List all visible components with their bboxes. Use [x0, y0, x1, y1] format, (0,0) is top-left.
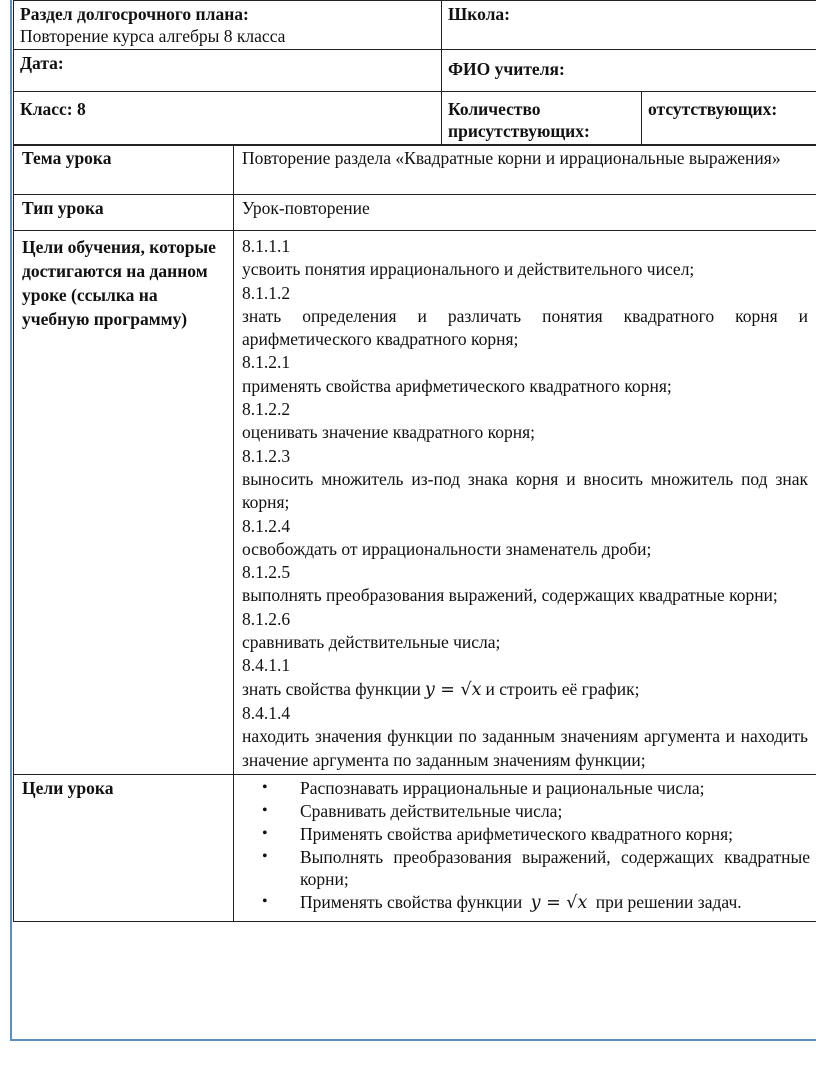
objective-text: находить значения функции по заданным значениям аргумента и находить значение аргумента по заданным значениям функции; [242, 726, 808, 770]
type-value: Урок-повторение [234, 195, 816, 231]
objective-text: сравнивать действительные числа; [242, 632, 501, 653]
class-label: Класс: 8 [14, 92, 442, 146]
objective-code: 8.1.1.1 [242, 236, 291, 256]
absent-label: отсутствующих: [642, 92, 816, 146]
bullet-icon: • [262, 778, 268, 796]
goal-item [254, 846, 810, 890]
objective-code: 8.1.2.3 [242, 445, 291, 466]
section-label: Раздел долгосрочного плана: [20, 4, 249, 24]
bullet-icon: • [262, 892, 268, 910]
goals-cell [234, 774, 816, 921]
formula: y = √x [530, 892, 588, 913]
objective-text: усвоить понятия иррационального и действительного чисел; [242, 259, 695, 280]
objective-code: 8.1.2.2 [242, 399, 291, 420]
bullet-icon: • [262, 824, 268, 842]
objective-text: знать определения и различать понятия квадратного корня и арифметического квадратного корня; [242, 305, 808, 350]
topic-value: Повторение раздела «Квадратные корни и иррациональные выражения» [234, 145, 816, 195]
section-value: Повторение курса алгебры 8 класса [20, 26, 286, 46]
objectives-list [234, 231, 816, 775]
school-label: Школа: [442, 1, 816, 50]
goal-item [254, 823, 810, 845]
objective-text: оценивать значение квадратного корня; [242, 422, 536, 443]
bullet-icon: • [262, 801, 268, 819]
section-cell [14, 1, 442, 50]
type-label: Тип урока [14, 195, 234, 231]
present-label: Количество присутствующих: [442, 92, 642, 146]
date-label: Дата: [14, 50, 442, 92]
goal-item [254, 891, 810, 914]
objective-code: 8.1.1.2 [242, 282, 291, 303]
lesson-table [13, 144, 816, 922]
objective-code: 8.1.2.5 [242, 562, 291, 583]
goal-text: Распознавать иррациональные и рациональные числа; [300, 777, 705, 798]
goal-item [254, 800, 810, 822]
goal-text: Применять свойства арифметического квадратного корня; [300, 823, 733, 844]
objective-code: 8.1.2.4 [242, 515, 291, 536]
header-table [13, 0, 816, 146]
objective-code: 8.4.1.1 [242, 655, 291, 676]
goals-list [236, 777, 810, 914]
objective-text: освобождать от иррациональности знаменатель дроби; [242, 538, 652, 559]
teacher-label: ФИО учителя: [442, 50, 816, 92]
formula: y = √x [424, 679, 482, 700]
goal-item [254, 777, 810, 799]
goal-text-before: Применять свойства функции [300, 891, 523, 912]
goal-text: Сравнивать действительные числа; [300, 800, 563, 821]
objective-text: выносить множитель из-под знака корня и вносить множитель под знак корня; [242, 468, 808, 513]
objectives-label: Цели обучения, которые достигаются на данном уроке (ссылка на учебную программу) [14, 231, 234, 775]
objective-text-before: знать свойства функции [242, 678, 421, 699]
bullet-icon: • [262, 847, 268, 865]
goal-text-after: при решении задач. [595, 891, 742, 912]
goal-text: Выполнять преобразования выражений, содержащих квадратные корни; [300, 846, 810, 889]
topic-label: Тема урока [14, 145, 234, 195]
objective-code: 8.4.1.4 [242, 702, 291, 723]
goal-text [300, 891, 810, 914]
objective-code: 8.1.2.6 [242, 608, 291, 629]
objective-text-after: и строить её график; [485, 678, 640, 699]
objective-text: применять свойства арифметического квадратного корня; [242, 375, 672, 396]
goals-label: Цели урока [14, 774, 234, 921]
objective-text: выполнять преобразования выражений, содержащих квадратные корни; [242, 585, 778, 606]
objective-text [242, 678, 808, 702]
objective-code: 8.1.2.1 [242, 352, 291, 373]
